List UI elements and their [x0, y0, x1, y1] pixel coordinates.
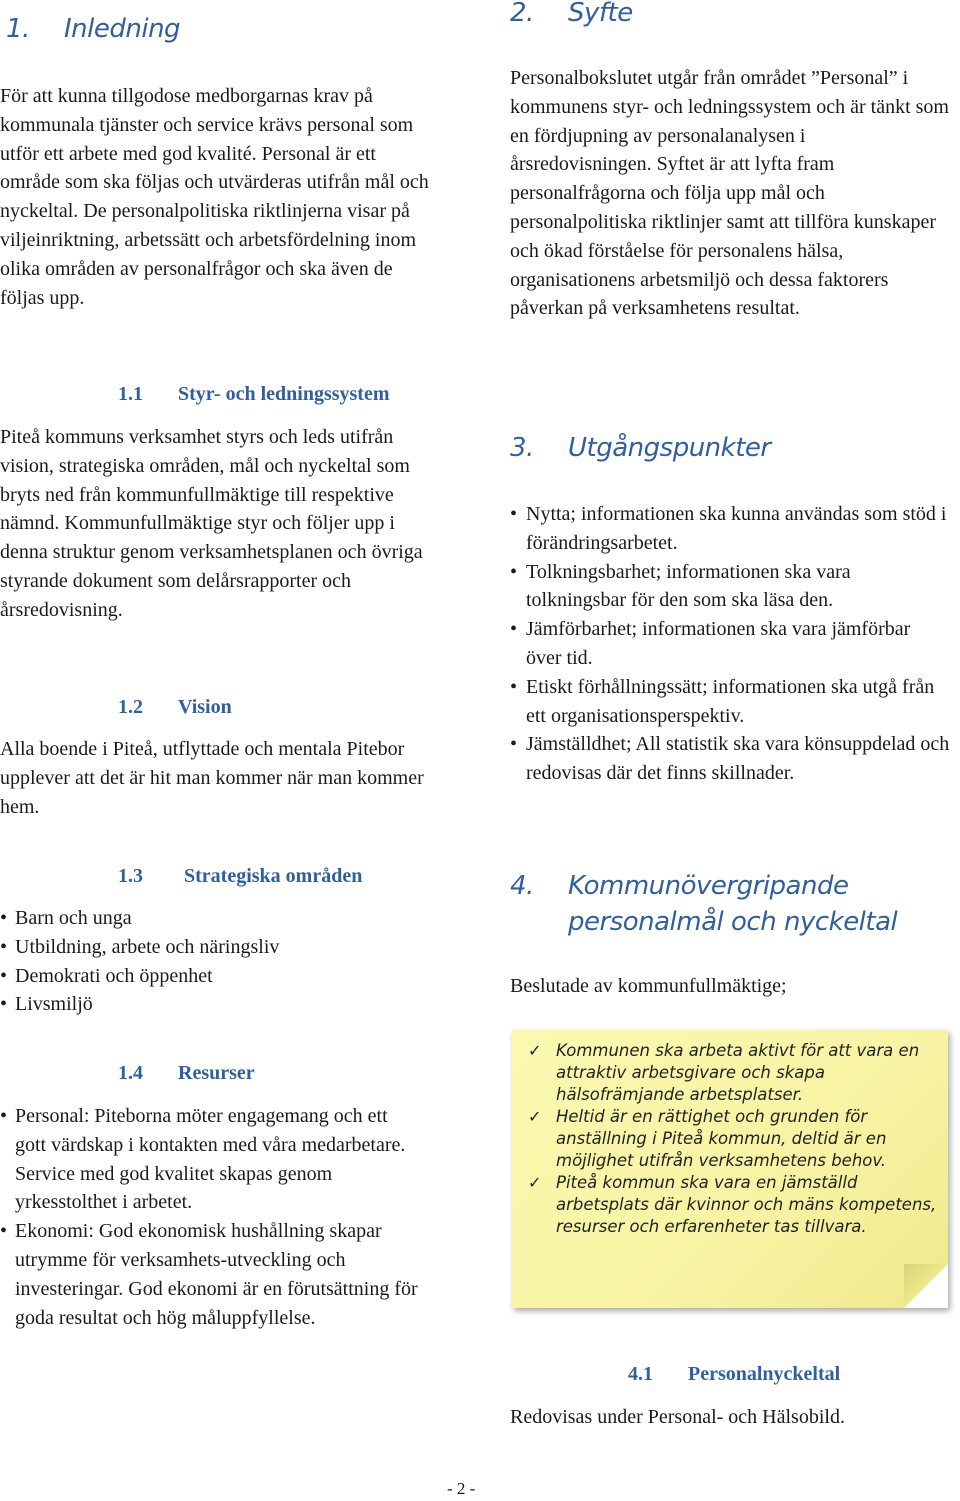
syfte-paragraph: Personalbokslutet utgår från området ”Personal” i kommunens styr- och ledningssystem och är tänkt som en fördjupning av personalanalysen i årsredovisningen. Syftet är att lyfta fram personalfrågorna och följa upp mål och personalpolitiska riktlinjer samt att tillföra kunskaper och ökad förståelse för personalens hälsa, organisationens arbetsmiljö och dessa faktorers påverkan på verksamhetens resultat. — [510, 67, 949, 320]
list-item: • Barn och unga — [0, 904, 440, 933]
sticky-note — [512, 1030, 948, 1308]
heading-strategiska-omraden: 1.3 Strategiska områden — [118, 865, 363, 887]
strategiska-omraden-list — [0, 904, 440, 1019]
list-item: • Personal: Piteborna möter engagemang och ett gott värdskap i kontakten med våra medarbetare. Service med god kvalitet skapas genom yrkesstolthet i arbetet. — [0, 1102, 420, 1217]
list-item: • Ekonomi: God ekonomisk hushållning skapar utrymme för verksamhets-utveckling och investeringar. God ekonomi är en förutsättning för goda resultat och hög måluppfyllelse. — [0, 1217, 420, 1332]
check-icon: ✓ — [528, 1041, 542, 1060]
list-item: • Demokrati och öppenhet — [0, 962, 440, 991]
styr-paragraph: Piteå kommuns verksamhet styrs och leds utifrån vision, strategiska områden, mål och nyckeltal som bryts ned från kommunfullmäktige till respektive nämnd. Kommunfullmäktige styr och följer upp i denna struktur genom verksamhetsplanen och övriga styrande dokument som delårsrapporter och årsredovisning. — [0, 426, 423, 621]
heading-styr-och-ledningssystem: 1.1 Styr- och ledningssystem — [118, 383, 390, 405]
note-item: ✓ Kommunen ska arbeta aktivt för att vara en attraktiv arbetsgivare och skapa hälsofrämjande arbetsplatser. — [528, 1041, 920, 1104]
check-icon: ✓ — [528, 1107, 542, 1126]
vision-paragraph: Alla boende i Piteå, utflyttade och mentala Pitebor upplever att det är hit man kommer när man kommer hem. — [0, 738, 424, 818]
check-icon: ✓ — [528, 1173, 542, 1192]
note-item: ✓ Piteå kommun ska vara en jämställd arbetsplats där kvinnor och mäns kompetens, resurser och erfarenheter tas tillvara. — [528, 1173, 937, 1236]
note-fold — [904, 1264, 948, 1308]
personalnyckeltal-text: Redovisas under Personal- och Hälsobild. — [510, 1406, 845, 1428]
inledning-paragraph: För att kunna tillgodose medborgarnas krav på kommunala tjänster och service krävs personal som utför ett arbete med god kvalité. Personal är ett område som ska följas och utvärderas utifrån mål och nyckeltal. De personalpolitiska riktlinjerna visar på viljeinriktning, arbetssätt och arbetsfördelning inom olika områden av personalfrågor och ska även de följas upp. — [0, 85, 429, 309]
list-item: • Tolkningsbarhet; informationen ska vara tolkningsbar för den som ska läsa den. — [510, 558, 950, 616]
list-item: • Jämställdhet; All statistik ska vara könsuppdelad och redovisas där det finns skillnader. — [510, 730, 950, 788]
resurser-list — [0, 1102, 420, 1332]
list-item: • Nytta; informationen ska kunna användas som stöd i förändringsarbetet. — [510, 500, 950, 558]
heading-vision: 1.2 Vision — [118, 696, 232, 718]
list-item: • Jämförbarhet; informationen ska vara jämförbar över tid. — [510, 615, 950, 673]
beslutade-text: Beslutade av kommunfullmäktige; — [510, 975, 787, 997]
heading-kommunovergripande: 4. Kommunövergripande personalmål och nyckeltal — [510, 871, 898, 937]
note-item: ✓ Heltid är en rättighet och grunden för anställning i Piteå kommun, deltid är en möjlighet utifrån verksamhetens behov. — [528, 1107, 887, 1170]
heading-resurser: 1.4 Resurser — [118, 1062, 255, 1084]
list-item: • Utbildning, arbete och näringsliv — [0, 933, 440, 962]
heading-utgangspunkter: 3. Utgångspunkter — [510, 433, 771, 463]
list-item: • Etiskt förhållningssätt; informationen ska utgå från ett organisationsperspektiv. — [510, 673, 950, 731]
heading-personalnyckeltal: 4.1 Personalnyckeltal — [628, 1363, 841, 1385]
note-goals-list — [512, 1030, 948, 1238]
utgangspunkter-list — [510, 500, 950, 788]
page-number: - 2 - — [447, 1479, 476, 1498]
heading-syfte: 2. Syfte — [510, 0, 633, 28]
heading-inledning: 1. Inledning — [6, 14, 181, 44]
list-item: • Livsmiljö — [0, 990, 440, 1019]
